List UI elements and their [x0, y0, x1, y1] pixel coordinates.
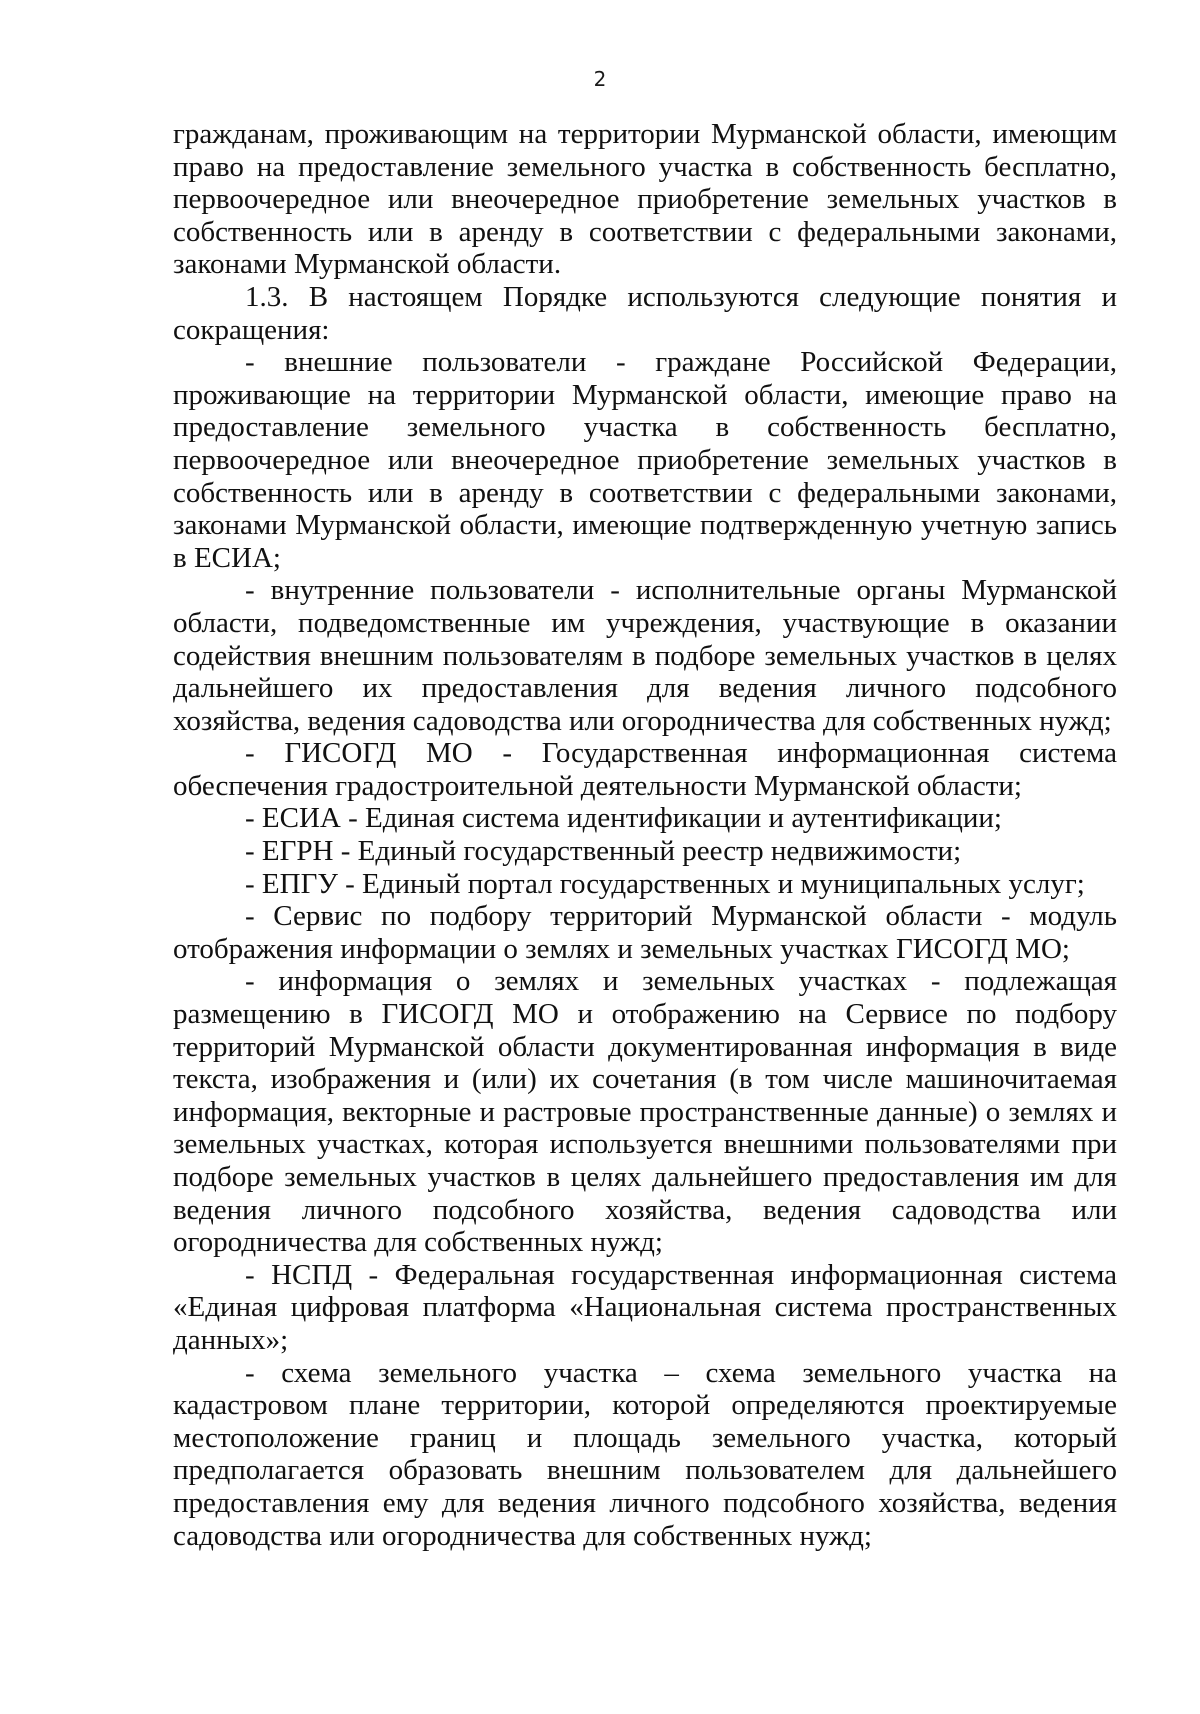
definition-gisogd: - ГИСОГД МО - Государственная информационная система обеспечения градостроительной деятельности Мурманской области; [173, 737, 1117, 802]
definition-internal-users: - внутренние пользователи - исполнительные органы Мурманской области, подведомственные им учреждения, участвующие в оказании содействия внешним пользователям в подборе земельных участков в целях дальнейшего их предоставления для ведения личного подсобного хозяйства, ведения садоводства или огородничества для собственных нужд; [173, 574, 1117, 737]
page-number: 2 [593, 67, 607, 91]
definition-esia: - ЕСИА - Единая система идентификации и аутентификации; [245, 802, 1002, 835]
definition-land-plot-scheme: - схема земельного участка – схема земельного участка на кадастровом плане территории, которой определяются проектируемые местоположение границ и площадь земельного участка, который предполагается образовать внешним пользователем для дальнейшего предоставления ему для ведения личного подсобного хозяйства, ведения садоводства или огородничества для собственных нужд; [173, 1356, 1117, 1552]
document-body [173, 118, 1117, 1552]
definition-selection-service: - Сервис по подбору территорий Мурманской области - модуль отображения информации о землях и земельных участках ГИСОГД МО; [173, 900, 1117, 965]
paragraph-continuation: гражданам, проживающим на территории Мурманской области, имеющим право на предоставление земельного участка в собственность бесплатно, первоочередное или внеочередное приобретение земельных участков в собственность или в аренду в соответствии с федеральными законами, законами Мурманской области. [173, 118, 1117, 281]
definition-land-information: - информация о землях и земельных участках - подлежащая размещению в ГИСОГД МО и отображению на Сервисе по подбору территорий Мурманской области документированная информация в виде текста, изображения и (или) их сочетания (в том числе машиночитаемая информация, векторные и растровые пространственные данные) о землях и земельных участках, которая используется внешними пользователями при подборе земельных участков в целях дальнейшего предоставления им для ведения личного подсобного хозяйства, ведения садоводства или огородничества для собственных нужд; [173, 965, 1117, 1259]
paragraph-clause-1-3: 1.3. В настоящем Порядке используются следующие понятия и сокращения: [173, 280, 1117, 346]
definition-external-users: - внешние пользователи - граждане Российской Федерации, проживающие на территории Мурманской области, имеющие право на предоставление земельного участка в собственность бесплатно, первоочередное или внеочередное приобретение земельных участков в собственность или в аренду в соответствии с федеральными законами, законами Мурманской области, имеющие подтвержденную учетную запись в ЕСИА; [173, 346, 1117, 574]
definition-egrn: - ЕГРН - Единый государственный реестр недвижимости; [245, 835, 962, 868]
definition-nspd: - НСПД - Федеральная государственная информационная система «Единая цифровая платформа «Национальная система пространственных данных»; [173, 1258, 1117, 1356]
definition-epgu: - ЕПГУ - Единый портал государственных и муниципальных услуг; [245, 867, 1085, 900]
